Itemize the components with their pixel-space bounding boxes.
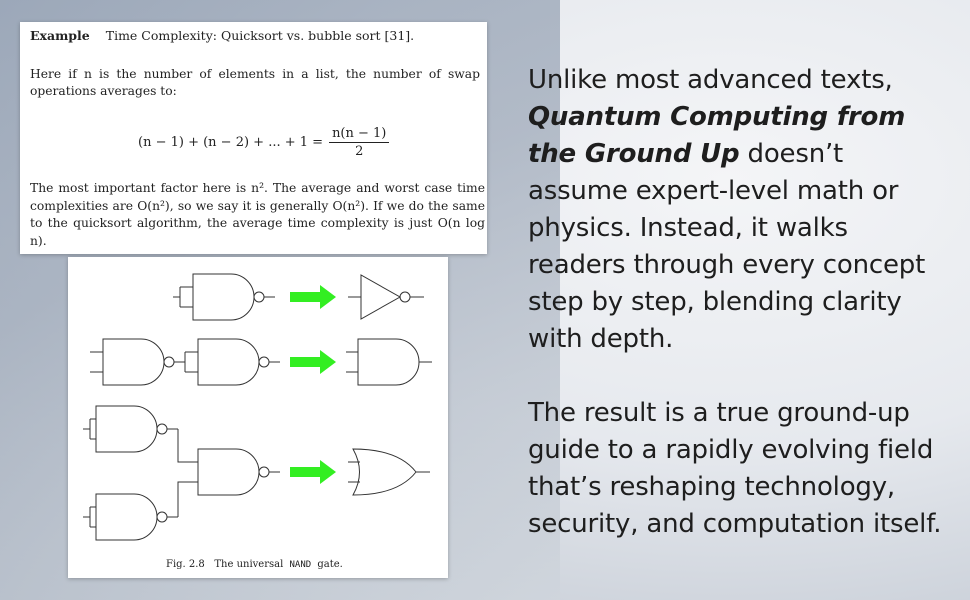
caption-text-after: gate.	[317, 559, 343, 570]
example-paragraph-2: The most important factor here is n². The average and worst case time complexities are O(n²), so we say it is generally O(n²). If we do the same to the quicksort algorithm, the average time complexity is just O(n log n).	[30, 181, 485, 248]
example-paragraph-1: Here if n is the number of elements in a list, the number of swap operations averages to:	[30, 67, 480, 98]
book-title: Quantum Computing from the Ground Up	[528, 102, 906, 169]
row2-arrow	[290, 350, 336, 374]
row3-wiring	[178, 429, 198, 517]
description-p1-before: Unlike most advanced texts,	[528, 65, 893, 95]
description-paragraph-2: The result is a true ground-up guide to a rapidly evolving field that’s reshaping technology, security, and computation itself.	[528, 398, 942, 539]
row1-nand-gate	[173, 274, 275, 320]
example-title: Time Complexity: Quicksort vs. bubble sort [31].	[105, 28, 415, 43]
row2-nand-gate-a	[90, 339, 185, 385]
and-gate	[346, 339, 432, 385]
row3-nand-gate-output	[198, 449, 280, 495]
not-gate	[348, 275, 424, 319]
description-paragraph-1	[528, 62, 948, 358]
example-label: Example	[30, 28, 90, 43]
row3-nand-gate-bottom	[83, 494, 178, 540]
row1-arrow	[290, 285, 336, 309]
row3-arrow	[290, 460, 336, 484]
row3-nand-gate-top	[83, 406, 178, 452]
swap-equation	[138, 126, 389, 159]
row2-nand-gate-b	[185, 339, 280, 385]
equation-numerator: n(n − 1)	[329, 126, 389, 143]
figure-panel	[68, 257, 448, 578]
caption-text-before: The universal	[214, 559, 284, 570]
equation-fraction	[329, 126, 389, 159]
figure-caption	[166, 559, 343, 570]
caption-prefix: Fig. 2.8	[166, 559, 205, 570]
example-panel	[20, 22, 487, 254]
nand-gate-diagram	[68, 257, 448, 557]
equation-lhs: (n − 1) + (n − 2) + ... + 1 =	[138, 135, 324, 150]
example-heading	[30, 28, 414, 43]
or-gate	[348, 449, 430, 495]
description-text	[528, 62, 948, 543]
description-p1-after: doesn’t assume expert-level math or physics. Instead, it walks readers through every concept step by step, blending clarity with depth.	[528, 139, 926, 354]
equation-denominator: 2	[355, 144, 364, 159]
caption-nand: NAND	[289, 560, 312, 570]
